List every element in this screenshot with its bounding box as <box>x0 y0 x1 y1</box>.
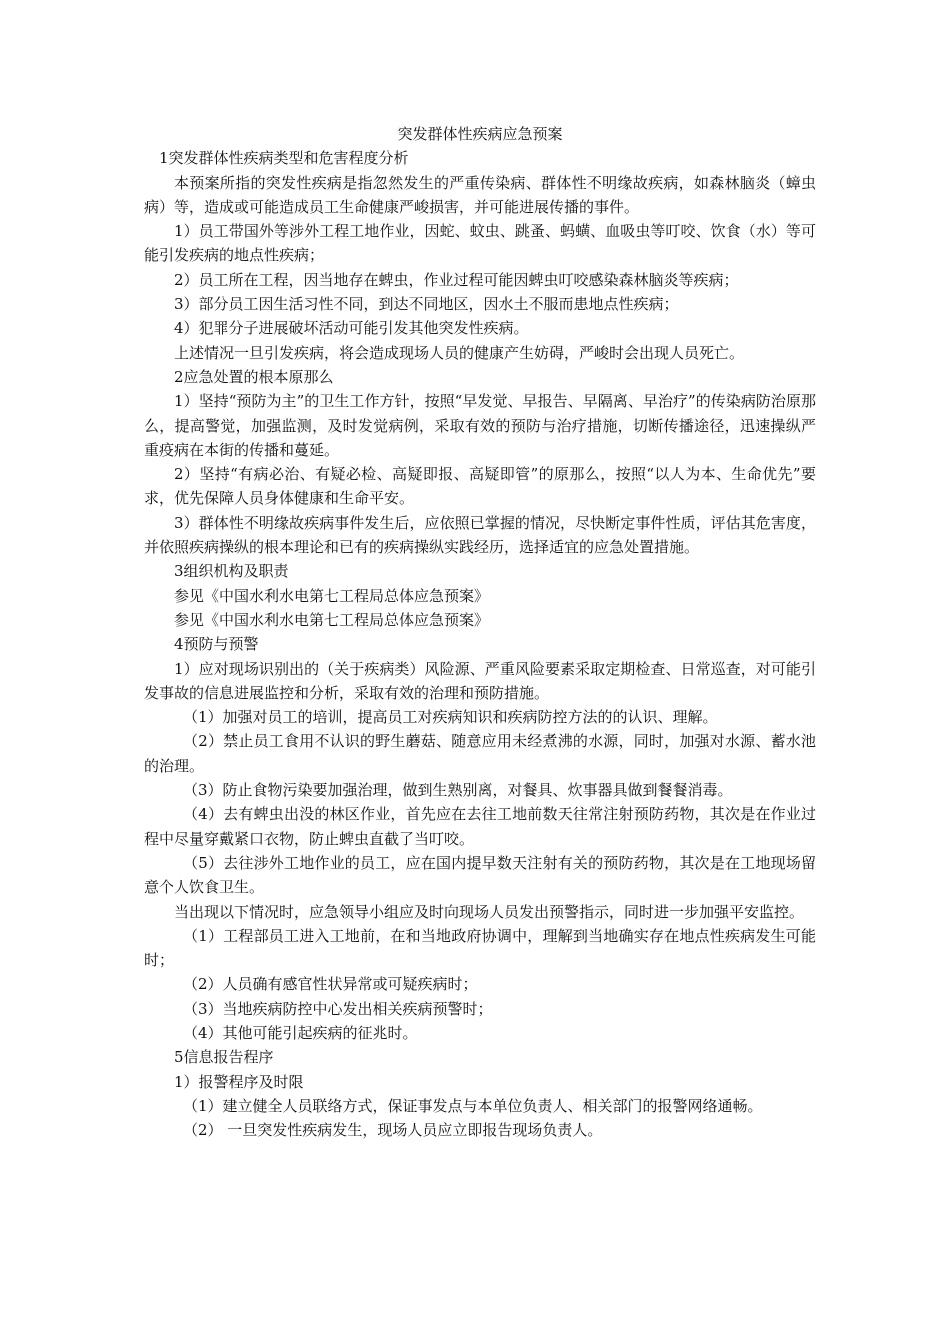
list-item: （2） 一旦突发性疾病发生，现场人员应立即报告现场负责人。 <box>183 1121 603 1140</box>
list-item: （4）去有蜱虫出没的林区作业，首先应在去往工地前数天往常注射预防药物，其次是在作业过程中尽量穿戴紧口衣物，防止蜱虫直截了当叮咬。 <box>144 805 816 848</box>
document-title: 突发群体性疾病应急预案 <box>397 125 563 143</box>
paragraph: 参见《中国水利水电第七工程局总体应急预案》 <box>174 610 490 629</box>
list-item: （1）工程部员工进入工地前，在和当地政府协调中，理解到当地确实存在地点性疾病发生可能时； <box>144 926 816 970</box>
paragraph: 当出现以下情况时，应急领导小组应及时向现场人员发出预警指示，同时进一步加强平安监控。 <box>174 902 805 921</box>
section-heading: 5信息报告程序 <box>174 1048 274 1067</box>
paragraph: 3）群体性不明缘故疾病事件发生后，应依照已掌握的情况，尽快断定事件性质，评估其危害度，并依照疾病操纵的根本理论和已有的疾病操纵实践经历，选择适宜的应急处置措施。 <box>144 513 816 557</box>
list-item: （2）禁止员工食用不认识的野生蘑菇、随意应用未经煮沸的水源，同时，加强对水源、蓄水池的治理。 <box>144 732 816 775</box>
list-item: （2）人员确有感官性状异常或可疑疾病时； <box>183 975 478 994</box>
paragraph: 2）坚持“有病必治、有疑必检、高疑即报、高疑即管”的原那么，按照“以人为本、生命优先”要求，优先保障人员身体健康和生命平安。 <box>144 465 816 508</box>
paragraph: 1）报警程序及时限 <box>174 1072 304 1091</box>
paragraph: 1）员工带国外等涉外工程工地作业，因蛇、蚊虫、跳蚤、蚂蟥、血吸虫等叮咬、饮食（水）等可能引发疾病的地点性疾病； <box>144 222 816 265</box>
list-item: （3）防止食物污染要加强治理，做到生熟别离，对餐具、炊事器具做到餐餐消毒。 <box>183 781 733 800</box>
paragraph: 1）应对现场识别出的（关于疾病类）风险源、严重风险要素采取定期检查、日常巡查，对可能引发事故的信息进展监控和分析，采取有效的治理和预防措施。 <box>144 659 816 702</box>
section-heading: 1突发群体性疾病类型和危害程度分析 <box>159 149 409 168</box>
paragraph: 2）员工所在工程，因当地存在蜱虫，作业过程可能因蜱虫叮咬感染森林脑炎等疾病； <box>174 270 739 289</box>
section-heading: 4预防与预警 <box>174 635 259 654</box>
list-item: （5）去往涉外工地作业的员工，应在国内提早数天注射有关的预防药物，其次是在工地现场留意个人饮食卫生。 <box>144 853 816 897</box>
paragraph: 1）坚持“预防为主”的卫生工作方针，按照“早发觉、早报告、早隔离、早治疗”的传染病防治原那么，提高警觉，加强监测，及时发觉病例，采取有效的预防与治疗措施，切断传播途径，迅速操纵严重疫病在本街的传播和蔓延。 <box>144 392 816 459</box>
paragraph: 上述情况一旦引发疾病，将会造成现场人员的健康产生妨碍，严峻时会出现人员死亡。 <box>174 343 745 362</box>
paragraph: 本预案所指的突发性疾病是指忽然发生的严重传染病、群体性不明缘故疾病，如森林脑炎（蟑虫病）等，造成或可能造成员工生命健康严峻损害，并可能进展传播的事件。 <box>144 173 816 216</box>
paragraph: 4）犯罪分子进展破坏活动可能引发其他突发性疾病。 <box>174 319 529 338</box>
document-body <box>144 146 816 1142</box>
list-item: （1）建立健全人员联络方式，保证事发点与本单位负责人、相关部门的报警网络通畅。 <box>183 1096 763 1115</box>
list-item: （4）其他可能引起疾病的征兆时。 <box>183 1023 418 1042</box>
paragraph: 3）部分员工因生活习性不同，到达不同地区，因水土不服而患地点性疾病； <box>174 295 679 314</box>
paragraph: 参见《中国水利水电第七工程局总体应急预案》 <box>174 586 490 605</box>
section-heading: 2应急处置的根本原那么 <box>174 367 334 386</box>
list-item: （3）当地疾病防控中心发出相关疾病预警时； <box>183 999 493 1018</box>
document-page <box>144 122 816 1142</box>
list-item: （1）加强对员工的培训，提高员工对疾病知识和疾病防控方法的的认识、理解。 <box>183 708 718 727</box>
section-heading: 3组织机构及职责 <box>174 562 289 581</box>
